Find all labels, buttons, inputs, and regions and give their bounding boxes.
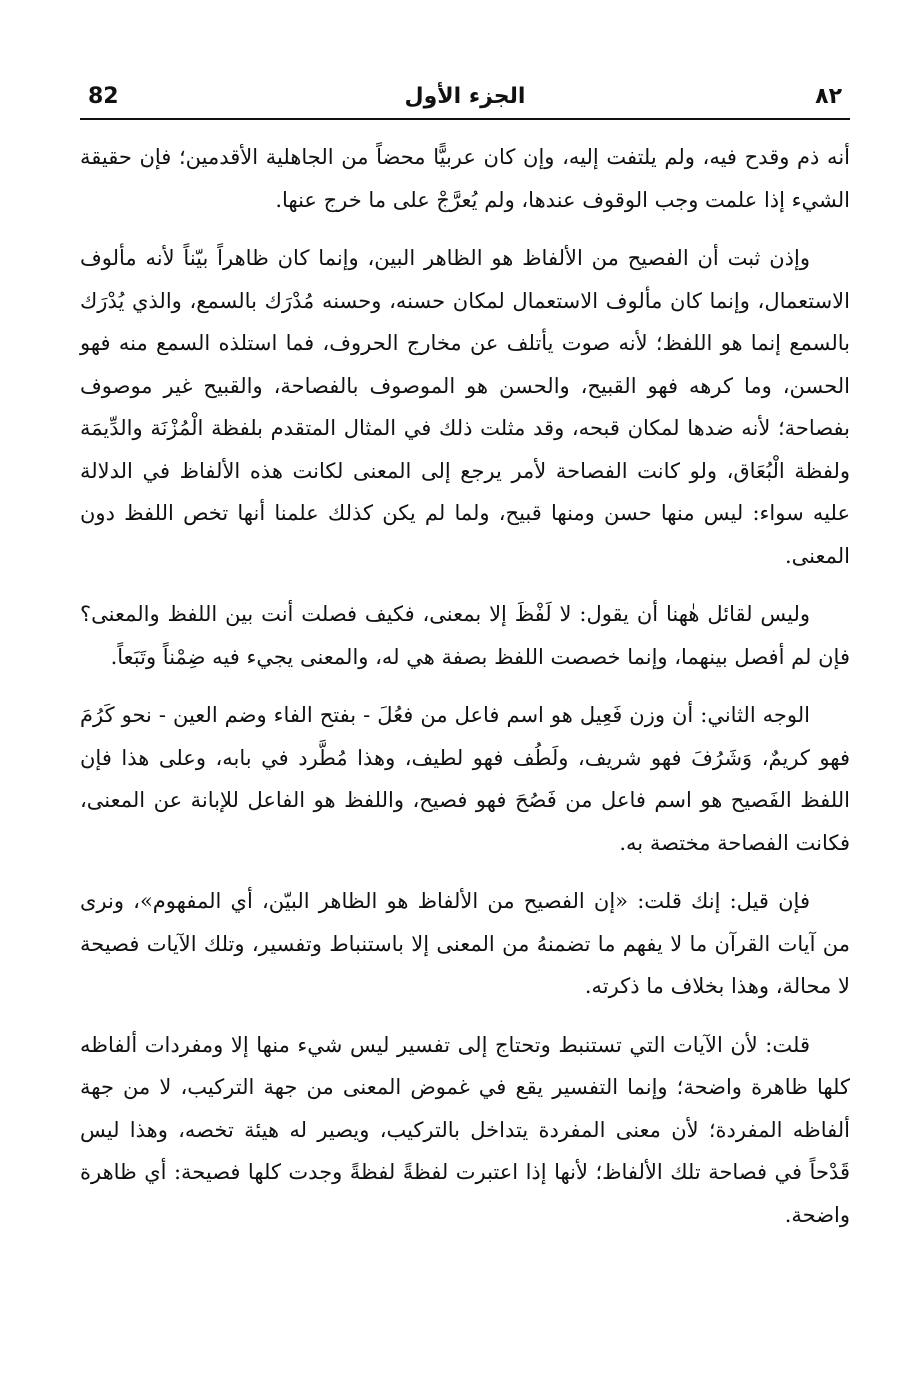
page-number-latin: 82	[88, 84, 119, 109]
running-title: الجزء الأول	[404, 84, 526, 109]
paragraph: أنه ذم وقدح فيه، ولم يلتفت إليه، وإن كان عربيًّا محضاً من الجاهلية الأقدمين؛ فإن حقيقة الشيء إذا علمت وجب الوقوف عندها، ولم يُعرَّجْ على ما خرج عنها.	[80, 145, 850, 212]
page-header	[80, 78, 850, 120]
paragraph: الوجه الثاني: أن وزن فَعِيل هو اسم فاعل من فعُلَ - بفتح الفاء وضم العين - نحو كَرُمَ فهو كريمٌ، وَشَرُفَ فهو شريف، ولَطُف فهو لطيف، وهذا مُطَّرد في بابه، وعلى هذا فإن اللفظ الفَصيح هو اسم فاعل من فَصُحَ فهو فصيح، واللفظ هو الفاعل للإبانة عن المعنى، فكانت الفصاحة مختصة به.	[80, 703, 850, 855]
page-body	[80, 136, 850, 1236]
paragraph: قلت: لأن الآيات التي تستنبط وتحتاج إلى تفسير ليس شيء منها إلا ومفردات ألفاظه كلها ظاهرة واضحة؛ وإنما التفسير يقع في غموض المعنى من جهة التركيب، لا من جهة ألفاظه المفردة؛ لأن معنى المفردة يتداخل بالتركيب، ويصير له هيئة تخصه، وهذا ليس قَدْحاً في فصاحة تلك الألفاظ؛ لأنها إذا اعتبرت لفظةً لفظةً وجدت كلها فصيحة: أي ظاهرة واضحة.	[80, 1032, 850, 1227]
paragraph: وليس لقائل هٰهنا أن يقول: لا لَفْظَ إلا بمعنى، فكيف فصلت أنت بين اللفظ والمعنى؟ فإن لم أفصل بينهما، وإنما خصصت اللفظ بصفة هي له، والمعنى يجيء فيه ضِمْناً وتَبَعاً.	[80, 602, 850, 669]
paragraph: فإن قيل: إنك قلت: «إن الفصيح من الألفاظ هو الظاهر البيّن، أي المفهوم»، ونرى من آيات القرآن ما لا يفهم ما تضمنهُ من المعنى إلا باستنباط وتفسير، وتلك الآيات فصيحة لا محالة، وهذا بخلاف ما ذكرته.	[80, 889, 850, 998]
book-page	[80, 78, 850, 1252]
paragraph: وإذن ثبت أن الفصيح من الألفاظ هو الظاهر البين، وإنما كان ظاهراً بيّناً لأنه مألوف الاستعمال، وإنما كان مألوف الاستعمال لمكان حسنه، وحسنه مُدْرَك بالسمع، والذي يُدْرَك بالسمع إنما هو اللفظ؛ لأنه صوت يأتلف عن مخارج الحروف، فما استلذه السمع منه فهو الحسن، وما كرهه فهو القبيح، والحسن هو الموصوف بالفصاحة، والقبيح غير موصوف بفصاحة؛ لأنه ضدها لمكان قبحه، وقد مثلت ذلك في المثال المتقدم بلفظة الْمُزْنَة والدِّيمَة ولفظة الْبُعَاق، ولو كانت الفصاحة لأمر يرجع إلى المعنى لكانت هذه الألفاظ في الدلالة عليه سواء: ليس منها حسن ومنها قبيح، ولما لم يكن كذلك علمنا أنها تخص اللفظ دون المعنى.	[80, 246, 850, 568]
page-number-arabic: ٨٢	[815, 84, 842, 109]
